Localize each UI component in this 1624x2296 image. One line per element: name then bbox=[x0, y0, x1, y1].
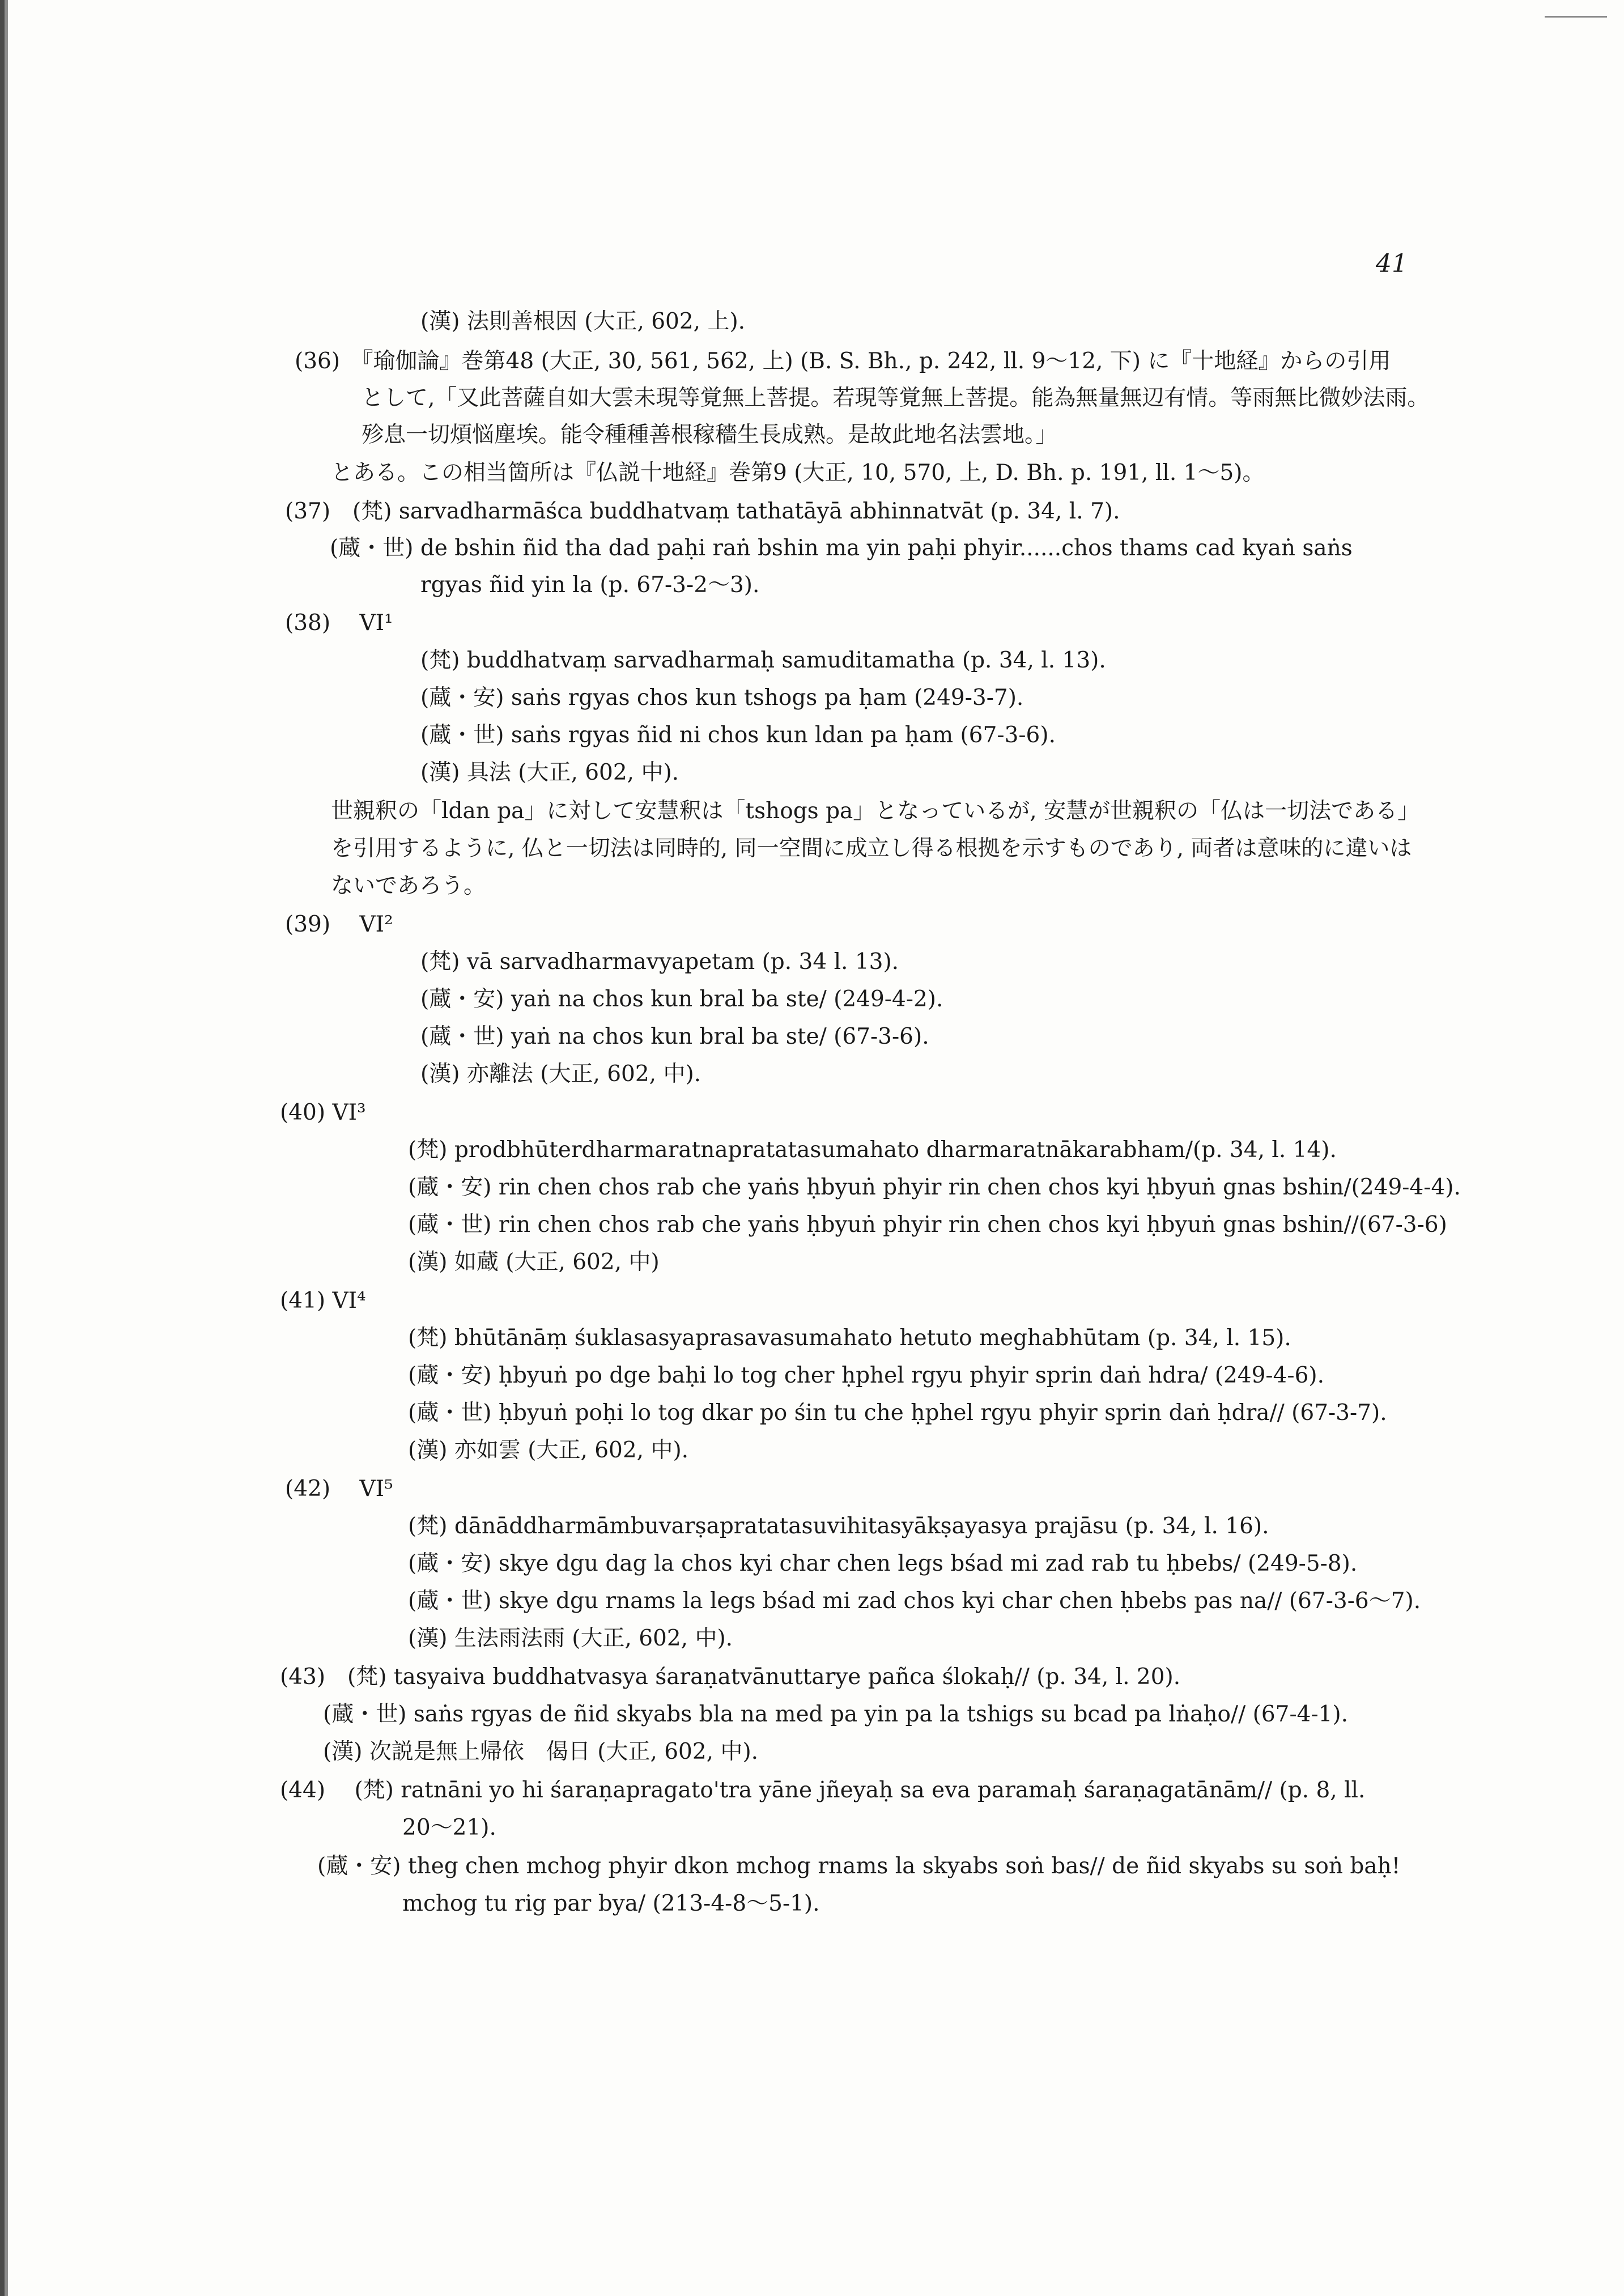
text-line: ないであろう。 bbox=[331, 873, 486, 899]
text-line: (梵) prodbhūterdharmaratnapratatasumahato dharmaratnākarabham/(p. 34, l. 14). bbox=[408, 1137, 1337, 1163]
text-line: rgyas ñid yin la (p. 67-3-2～3). bbox=[420, 572, 760, 598]
text-line: (蔵・世) yaṅ na chos kun bral ba ste/ (67-3-6). bbox=[420, 1024, 929, 1049]
text-line: 世親釈の「ldan pa」に対して安慧釈は「tshogs pa」となっているが, 安慧が世親釈の「仏は一切法である」 bbox=[331, 798, 1420, 824]
text-line: (蔵・世) ḥbyuṅ poḥi lo tog dkar po śin tu che ḥphel rgyu phyir sprin daṅ ḥdra// (67-3-7). bbox=[408, 1400, 1387, 1426]
text-line: (梵) buddhatvaṃ sarvadharmaḥ samuditamatha (p. 34, l. 13). bbox=[420, 648, 1106, 673]
text-line: (36) 『瑜伽論』巻第48 (大正, 30, 561, 562, 上) (B. S. Bh., p. 242, ll. 9～12, 下) に『十地経』からの引用 bbox=[295, 348, 1391, 374]
text-line: (蔵・安) theg chen mchog phyir dkon mchog rnams la skyabs soṅ bas// de ñid skyabs su soṅ baḥ! bbox=[317, 1853, 1401, 1879]
text-line: (漢) 具法 (大正, 602, 中). bbox=[420, 760, 679, 785]
text-line: (梵) bhūtānāṃ śuklasasyaprasavasumahato hetuto meghabhūtam (p. 34, l. 15). bbox=[408, 1325, 1291, 1351]
text-line: として,「又此菩薩自如大雲未現等覚無上菩提。若現等覚無上菩提。能為無量無辺有情。等雨無比微妙法雨。 bbox=[362, 385, 1430, 411]
text-line: (蔵・安) saṅs rgyas chos kun tshogs pa ḥam (249-3-7). bbox=[420, 685, 1024, 711]
text-line: (蔵・安) skye dgu dag la chos kyi char chen legs bśad mi zad rab tu ḥbebs/ (249-5-8). bbox=[408, 1551, 1358, 1576]
text-line: mchog tu rig par bya/ (213-4-8～5-1). bbox=[402, 1891, 820, 1916]
text-line: 20～21). bbox=[402, 1815, 496, 1840]
text-line: とある。この相当箇所は『仏説十地経』巻第9 (大正, 10, 570, 上, D. Bh. p. 191, ll. 1～5)。 bbox=[331, 460, 1265, 486]
text-line: を引用するように, 仏と一切法は同時的, 同一空間に成立し得る根拠を示すものであり, 両者は意味的に違いは bbox=[331, 836, 1412, 861]
text-line: (梵) vā sarvadharmavyapetam (p. 34 l. 13). bbox=[420, 949, 899, 975]
text-line: (蔵・安) ḥbyuṅ po dge baḥi lo tog cher ḥphel rgyu phyir sprin daṅ hdra/ (249-4-6). bbox=[408, 1363, 1325, 1388]
text-line: (37) (梵) sarvadharmāśca buddhatvaṃ tathatāyā abhinnatvāt (p. 34, l. 7). bbox=[285, 499, 1120, 524]
text-line: (44) (梵) ratnāni yo hi śaraṇapragato'tra yāne jñeyaḥ sa eva paramaḥ śaraṇagatānām// (p. 8, ll. bbox=[280, 1778, 1366, 1803]
text-line: (43) (梵) tasyaiva buddhatvasya śaraṇatvānuttarye pañca ślokaḥ// (p. 34, l. 20). bbox=[280, 1664, 1181, 1690]
text-line: (蔵・世) saṅs rgyas de ñid skyabs bla na med pa yin pa la tshigs su bcad pa lṅaḥo// (67-4-1). bbox=[323, 1702, 1349, 1727]
text-line: (蔵・世) skye dgu rnams la legs bśad mi zad chos kyi char chen ḥbebs pas na// (67-3-6～7). bbox=[408, 1588, 1421, 1614]
text-line: (漢) 次説是無上帰依 偈日 (大正, 602, 中). bbox=[323, 1739, 759, 1764]
text-line: 殄息一切煩悩塵埃。能令種種善根稼穡生長成熟。是故此地名法雲地。」 bbox=[362, 422, 1058, 448]
text-line: (蔵・世) de bshin ñid tha dad paḥi raṅ bshin ma yin paḥi phyir......chos thams cad kyaṅ saṅs bbox=[330, 535, 1353, 561]
text-line: (39) VI² bbox=[285, 912, 393, 937]
text-line: (42) VI⁵ bbox=[285, 1476, 393, 1502]
text-line: (梵) dānāddharmāmbuvarṣapratatasuvihitasyākṣayasya prajāsu (p. 34, l. 16). bbox=[408, 1513, 1269, 1539]
text-line: (漢) 亦離法 (大正, 602, 中). bbox=[420, 1061, 702, 1087]
text-line: (蔵・世) saṅs rgyas ñid ni chos kun ldan pa ḥam (67-3-6). bbox=[420, 722, 1056, 748]
text-line: (41) VI⁴ bbox=[280, 1288, 366, 1313]
text-line: (40) VI³ bbox=[280, 1100, 366, 1125]
text-line: (漢) 法則善根因 (大正, 602, 上). bbox=[420, 309, 746, 334]
text-line: (漢) 亦如雲 (大正, 602, 中). bbox=[408, 1438, 689, 1463]
text-line: (蔵・世) rin chen chos rab che yaṅs ḥbyuṅ phyir rin chen chos kyi ḥbyuṅ gnas bshin//(67-3-6) bbox=[408, 1212, 1447, 1238]
scan-edge-mark bbox=[1545, 16, 1607, 18]
scan-edge-left bbox=[0, 0, 12, 2296]
text-line: (漢) 如蔵 (大正, 602, 中) bbox=[408, 1249, 660, 1275]
page-number: 41 bbox=[1376, 249, 1408, 278]
text-line: (蔵・安) rin chen chos rab che yaṅs ḥbyuṅ phyir rin chen chos kyi ḥbyuṅ gnas bshin/(249-4-4). bbox=[408, 1175, 1461, 1200]
text-line: (蔵・安) yaṅ na chos kun bral ba ste/ (249-4-2). bbox=[420, 987, 943, 1012]
text-line: (漢) 生法雨法雨 (大正, 602, 中). bbox=[408, 1626, 733, 1651]
text-line: (38) VI¹ bbox=[285, 610, 393, 636]
